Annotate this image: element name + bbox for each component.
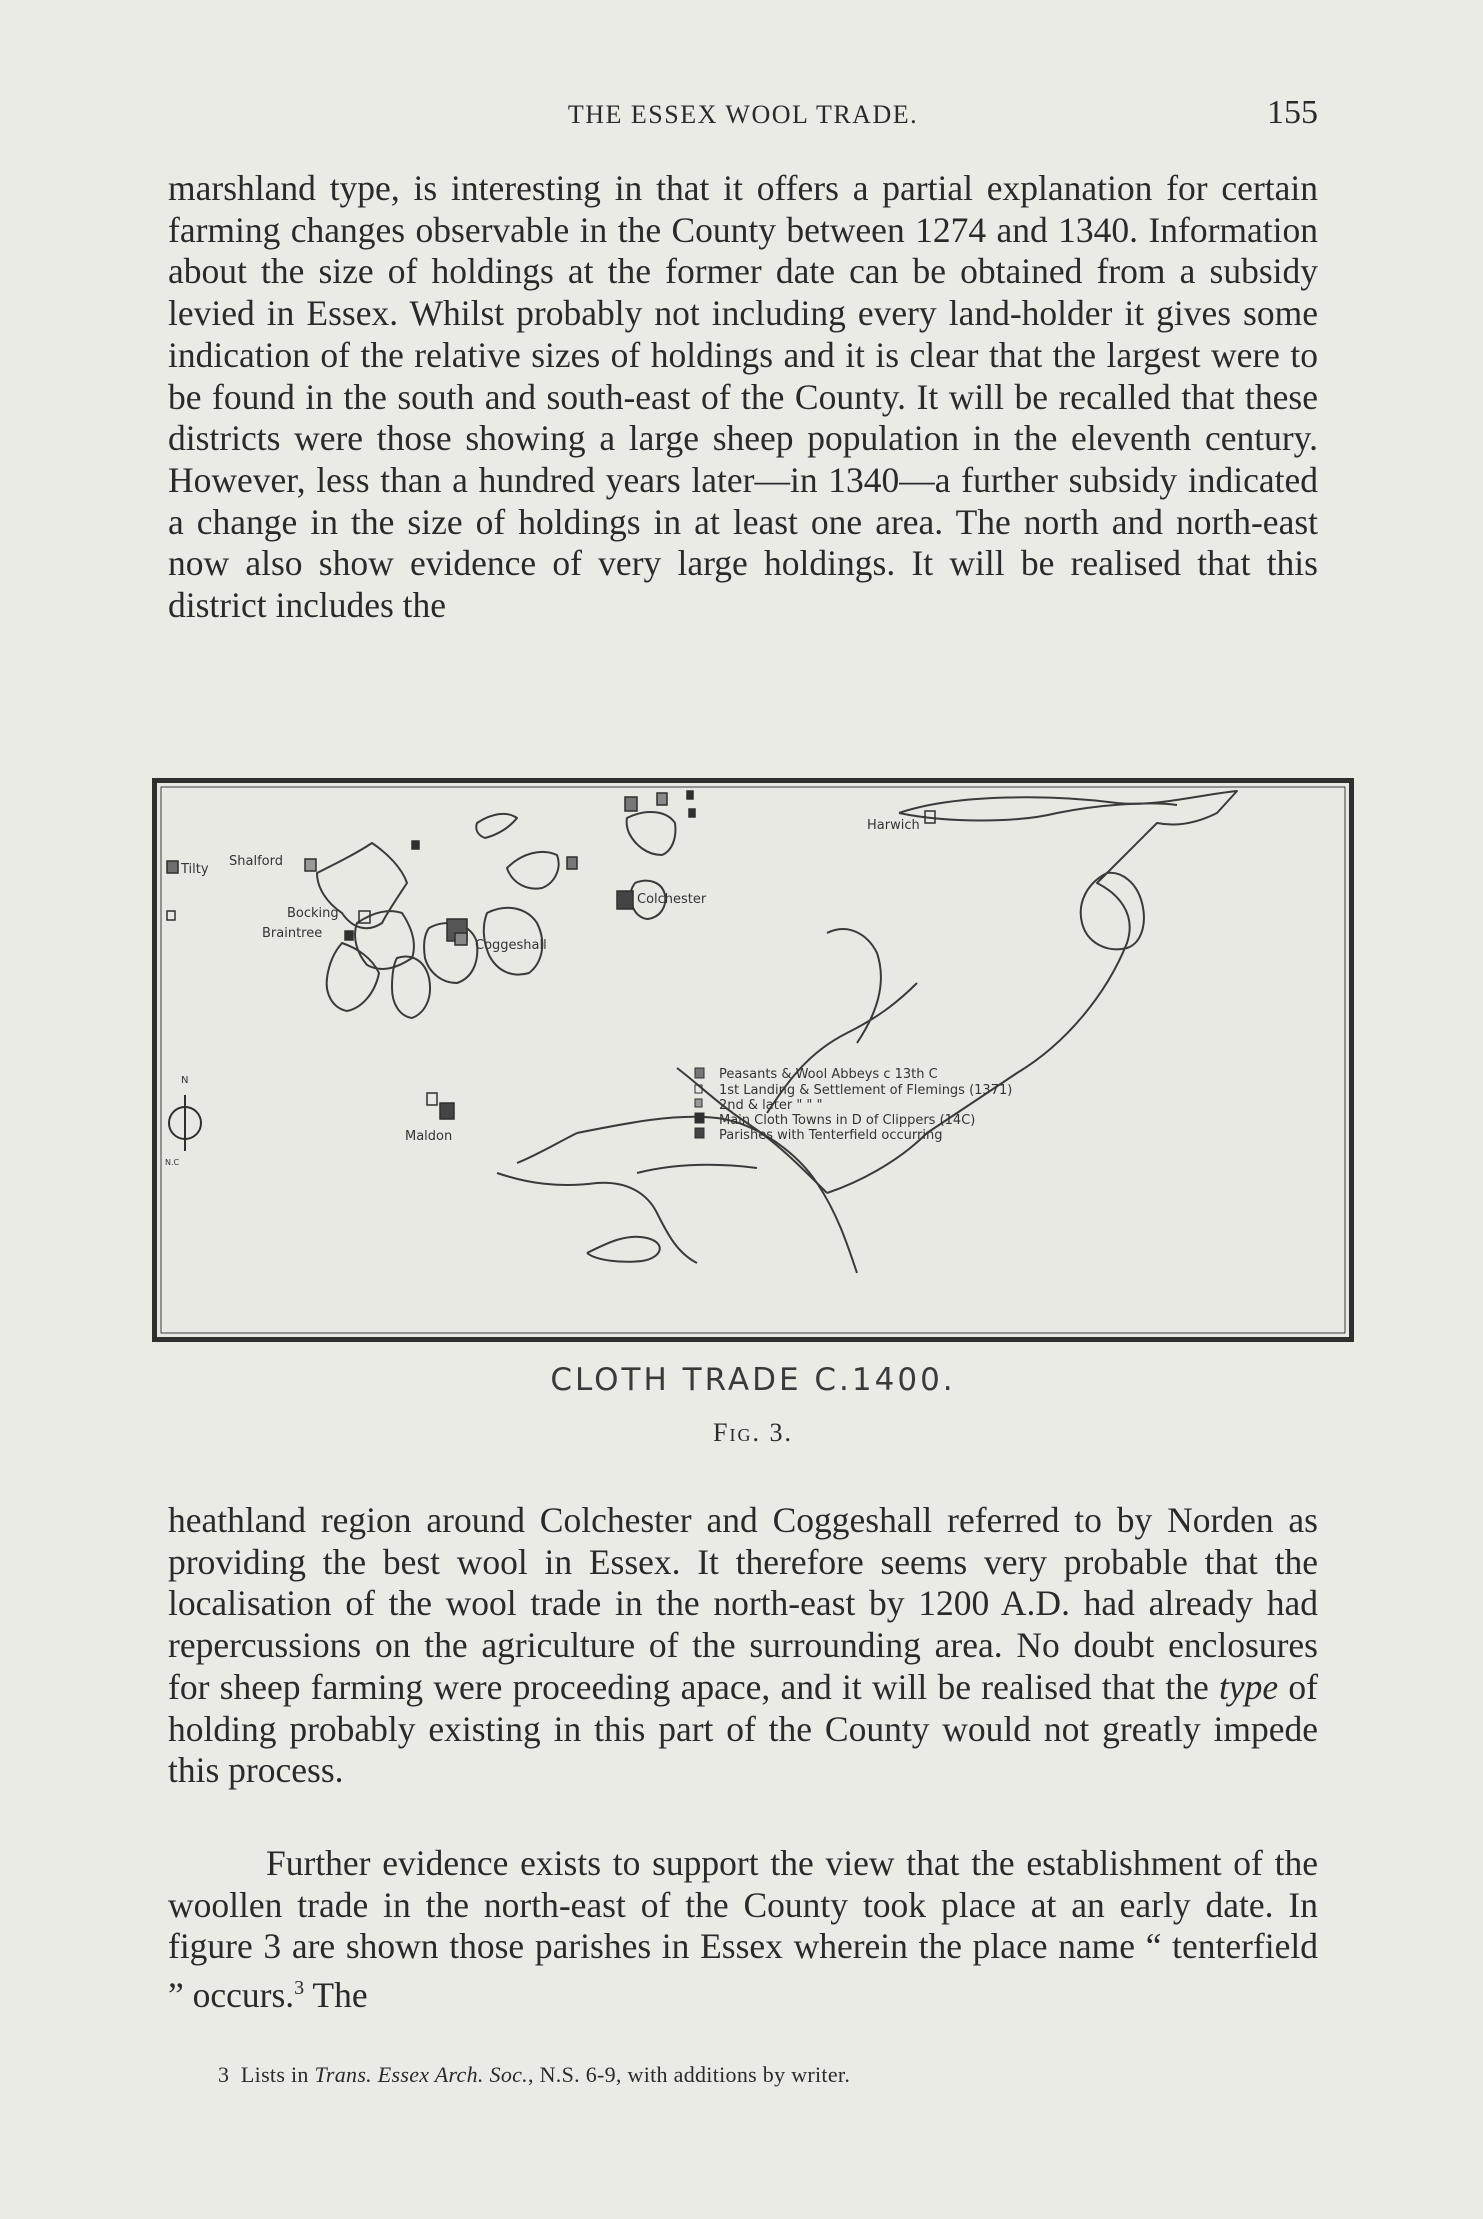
parish-ne: [507, 852, 559, 889]
label-colchester: Colchester: [637, 892, 707, 907]
footnote-lead: Lists in: [240, 2062, 315, 2087]
footnote-number: 3: [218, 2062, 230, 2087]
parish-north: [476, 814, 517, 838]
map-inner-frame: [161, 787, 1345, 1333]
north-arrow-icon: [169, 1095, 201, 1151]
label-tilty: Tilty: [181, 862, 209, 877]
legend-swatch-later-landing: [695, 1099, 702, 1107]
colchester-parish: [627, 812, 676, 855]
cloth-trade-map: [152, 778, 1354, 1342]
legend-swatch-cloth-towns: [695, 1113, 704, 1123]
legend-swatch-tenterfield: [695, 1128, 704, 1138]
label-braintree: Braintree: [262, 926, 323, 941]
legend-item-3: 2nd & later " " ": [719, 1098, 823, 1113]
north-coast: [899, 803, 1177, 820]
dengie-inlet: [587, 1237, 660, 1262]
legend-item-1: Peasants & Wool Abbeys c 13th C: [719, 1067, 938, 1082]
label-coggeshall: Coggeshall: [475, 938, 547, 953]
legend-swatch-abbeys: [695, 1068, 704, 1078]
paragraph-2-after-italic: of holding probably existing in this part of the County would not greatly impede this process.: [168, 1666, 1318, 1791]
paragraph-2-before-italic: heathland region around Colchester and Coggeshall referred to by Norden as providing the best wool in Essex. It therefore seems very probable that the localisation of the wool trade in the north-east by 1200 A.D. had already had repercussions on the agriculture of the surrounding area. No doubt enclosures for sheep farming were proceeding apace, and it will be realised that the: [168, 1500, 1318, 1707]
paragraph-2-italic: type: [1219, 1666, 1279, 1707]
paragraph-1-text: marshland type, is interesting in that it offers a partial explanation for certain farming changes observable in the County between 1274 and 1340. Information about the size of holdings at the former date can be obtained from a subsidy levied in Essex. Whilst probably not including every land-holder it gives some indication of the relative sizes of holdings and it is clear that the largest were to be found in the south and south-east of the County. It will be recalled that these districts were those showing a large sheep population in the eleventh century. However, less than a hundred years later—in 1340—a further subsidy indicated a change in the size of holdings in at least one area. The north and north-east now also show evidence of very large holdings. It will be realised that this district includes the: [168, 168, 1318, 626]
footnote: [218, 2062, 850, 2088]
harwich-marsh: [1081, 873, 1144, 949]
paragraph-3-text: Further evidence exists to support the view that the establishment of the woollen trade in the north-east of the County took place at an early date. In figure 3 are shown those parishes in Essex wherein the place name “ tenterfield ” occurs.: [168, 1843, 1318, 2015]
label-shalford: Shalford: [229, 854, 283, 869]
figure-caption: Fig. 3.: [713, 1418, 793, 1447]
running-head: [168, 94, 1318, 144]
map-legend: [695, 1067, 1012, 1143]
paragraph-2: [168, 1500, 1318, 1792]
footnote-reference: 3: [294, 1977, 305, 2000]
legend-item-4: Main Cloth Towns in D of Clippers (14C): [719, 1113, 976, 1128]
label-bocking: Bocking: [287, 906, 339, 921]
running-title: THE ESSEX WOOL TRADE.: [567, 100, 919, 129]
north-label: N: [181, 1075, 189, 1086]
paragraph-1: [168, 168, 1318, 627]
paragraph-2-text: [168, 1500, 1318, 1792]
label-harwich: Harwich: [867, 818, 920, 833]
label-maldon: Maldon: [405, 1129, 453, 1144]
paragraph-3-tail: The: [304, 1974, 368, 2015]
page-number: 155: [1267, 94, 1318, 131]
legend-item-5: Parishes with Tenterfield occurring: [719, 1128, 943, 1143]
map-drawing: [157, 783, 1349, 1337]
paragraph-3: [168, 1843, 1318, 2017]
footnote-italic: Trans. Essex Arch. Soc.: [314, 2062, 528, 2087]
colne-estuary: [677, 929, 917, 1193]
braintree-parish: [327, 943, 379, 1011]
footnote-tail: , N.S. 6-9, with additions by writer.: [527, 2062, 851, 2087]
figure-title: CLOTH TRADE C.1400.: [550, 1362, 956, 1398]
corner-mark: N.C: [165, 1158, 180, 1167]
legend-item-2: 1st Landing & Settlement of Flemings (1371): [719, 1083, 1013, 1098]
maldon-coast: [497, 1173, 697, 1263]
